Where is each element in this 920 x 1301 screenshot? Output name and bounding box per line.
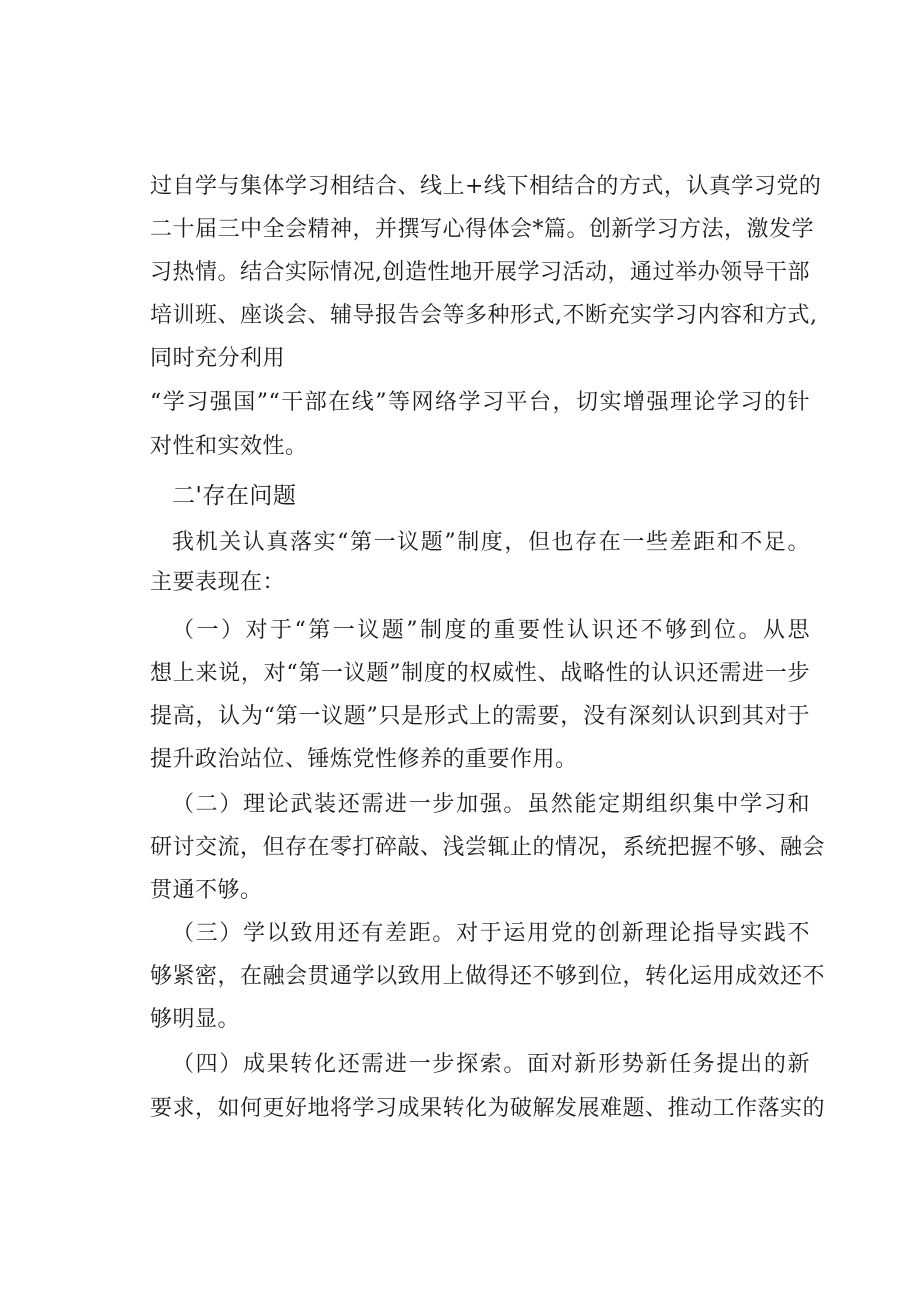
issue-line: （四）成果转化还需进一步探索。面对新形势新任务提出的新 [172, 1052, 810, 1077]
issue-line: 提升政治站位、锤炼党性修养的重要作用。 [150, 747, 578, 772]
issue-line: 提高，认为“第一议题”只是形式上的需要，没有深刻认识到其对于 [150, 704, 810, 729]
paragraph-line: 二十届三中全会精神，并撰写心得体会*篇。创新学习方法，激发学 [150, 217, 815, 242]
paragraph-line: 培训班、座谈会、辅导报告会等多种形式,不断充实学习内容和方式, [150, 303, 818, 328]
issue-line: 想上来说，对“第一议题”制度的权威性、战略性的认识还需进一步 [150, 661, 810, 686]
paragraph-line: 同时充分利用 [150, 346, 286, 371]
paragraph-line: 对性和实效性。 [150, 434, 308, 459]
issue-line: （二）理论武装还需进一步加强。虽然能定期组织集中学习和 [172, 792, 810, 817]
issue-line: （一）对于“第一议题”制度的重要性认识还不够到位。从思 [172, 618, 810, 643]
paragraph-line: 过自学与集体学习相结合、线上+线下相结合的方式，认真学习党的 [150, 174, 822, 199]
paragraph-line: 我机关认真落实“第一议题”制度，但也存在一些差距和不足。 [172, 530, 810, 555]
paragraph-line: 习热情。结合实际情况,创造性地开展学习活动，通过举办领导干部 [150, 260, 810, 285]
issue-line: 要求，如何更好地将学习成果转化为破解发展难题、推动工作落实的 [150, 1096, 826, 1121]
issue-line: 研讨交流，但存在零打碎敲、浅尝辄止的情况，系统把握不够、融会 [150, 835, 826, 860]
section-heading: 二'存在问题 [172, 483, 297, 509]
issue-line: 贯通不够。 [150, 878, 263, 903]
issue-line: 够明显。 [150, 1007, 241, 1032]
issue-line: （三）学以致用还有差距。对于运用党的创新理论指导实践不 [172, 921, 810, 946]
paragraph-line: “学习强国”“干部在线”等网络学习平台，切实增强理论学习的针 [150, 390, 810, 415]
issue-line: 够紧密，在融会贯通学以致用上做得还不够到位，转化运用成效还不 [150, 964, 826, 989]
paragraph-line: 主要表现在： [150, 570, 286, 595]
